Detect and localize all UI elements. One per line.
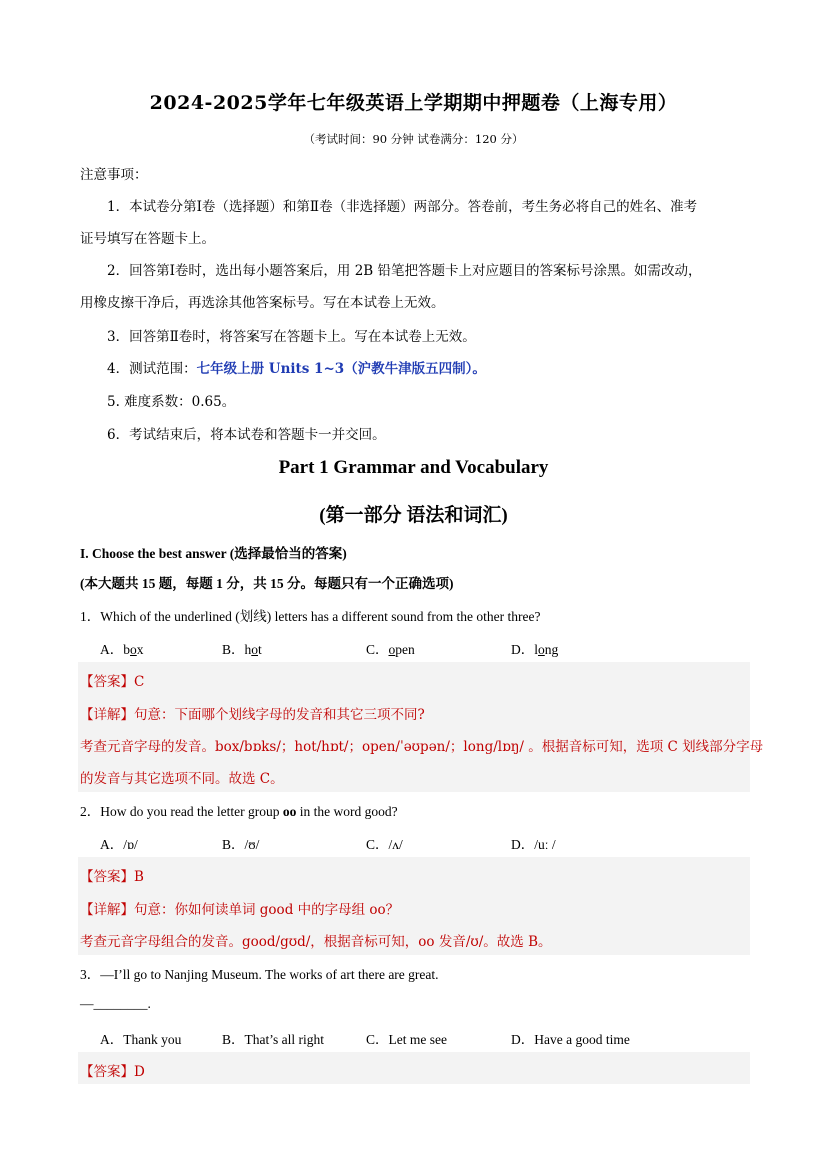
question-1-option-b: B．hot bbox=[222, 642, 262, 657]
question-3-option-c: C．Let me see bbox=[366, 1032, 447, 1047]
question-1-option-d: D．long bbox=[511, 642, 559, 657]
question-1-stem: 1．Which of the underlined (划线) letters has a different sound from the other three? bbox=[80, 609, 541, 624]
question-1-option-a: A．box bbox=[100, 642, 144, 657]
note-item-4 bbox=[107, 357, 486, 377]
note-item-1-line-2: 证号填写在答题卡上。 bbox=[80, 231, 215, 247]
exam-info: （考试时间：90 分钟 试卷满分：120 分） bbox=[303, 132, 524, 146]
page-title: 2024-2025学年七年级英语上学期期中押题卷（上海专用） bbox=[149, 92, 678, 114]
note-item-2-line-2: 用橡皮擦干净后，再选涂其他答案标号。写在本试卷上无效。 bbox=[80, 295, 445, 311]
note-item-1-line-1: 1．本试卷分第Ⅰ卷（选择题）和第Ⅱ卷（非选择题）两部分。答卷前，考生务必将自己的姓名、准考 bbox=[107, 199, 698, 215]
question-3-response-blank: —________. bbox=[80, 996, 151, 1011]
part-title-cn: (第一部分 语法和词汇) bbox=[319, 505, 508, 526]
answer-3: 【答案】D bbox=[80, 1064, 145, 1080]
question-2-option-d: D．/uː / bbox=[511, 837, 556, 852]
question-3-option-d: D．Have a good time bbox=[511, 1032, 630, 1047]
question-1-option-c: C．open bbox=[366, 642, 415, 657]
explanation-1-line-1: 考查元音字母的发音。box/bɒks/；hot/hɒt/；open/ˈəʊpən/；long/lɒŋ/ 。根据音标可知，选项 C 划线部分字母 bbox=[80, 739, 764, 755]
answer-2: 【答案】B bbox=[80, 869, 144, 885]
answer-1: 【答案】C bbox=[80, 674, 145, 690]
question-3-stem: 3．—I’ll go to Nanjing Museum. The works of art there are great. bbox=[80, 967, 439, 982]
notes-heading: 注意事项： bbox=[80, 167, 148, 183]
explanation-1-line-2: 的发音与其它选项不同。故选 C。 bbox=[80, 771, 284, 787]
section-note: (本大题共 15 题，每题 1 分，共 15 分。每题只有一个正确选项) bbox=[80, 576, 454, 591]
explanation-2-line-1: 考查元音字母组合的发音。good/gʊd/，根据音标可知，oo 发音/ʊ/。故选 B。 bbox=[80, 934, 552, 950]
detail-2: 【详解】句意：你如何读单词 good 中的字母组 oo？ bbox=[80, 902, 400, 918]
question-2-stem: 2．How do you read the letter group oo in the word good? bbox=[80, 804, 398, 819]
note-item-2-line-1: 2．回答第Ⅰ卷时，选出每小题答案后，用 2B 铅笔把答题卡上对应题目的答案标号涂黑。如需改动， bbox=[107, 263, 702, 279]
question-3-option-a: A．Thank you bbox=[100, 1032, 182, 1047]
note-item-4-prefix: 4．测试范围： bbox=[107, 361, 197, 377]
question-2-option-c: C．/ʌ/ bbox=[366, 837, 403, 852]
section-heading: I. Choose the best answer (选择最恰当的答案) bbox=[80, 546, 347, 561]
note-item-6: 6．考试结束后，将本试卷和答题卡一并交回。 bbox=[107, 427, 386, 443]
question-2-option-a: A．/ɒ/ bbox=[100, 837, 138, 852]
test-scope: 七年级上册 Units 1~3（沪教牛津版五四制）。 bbox=[196, 361, 486, 377]
question-2-option-b: B．/ʊ/ bbox=[222, 837, 260, 852]
answer-box-3 bbox=[78, 1052, 750, 1084]
note-item-5: 5. 难度系数：0.65。 bbox=[107, 394, 236, 410]
question-3-option-b: B．That’s all right bbox=[222, 1032, 324, 1047]
note-item-3: 3．回答第Ⅱ卷时，将答案写在答题卡上。写在本试卷上无效。 bbox=[107, 329, 476, 345]
part-title-en: Part 1 Grammar and Vocabulary bbox=[278, 457, 549, 478]
detail-1: 【详解】句意：下面哪个划线字母的发音和其它三项不同? bbox=[80, 707, 425, 723]
